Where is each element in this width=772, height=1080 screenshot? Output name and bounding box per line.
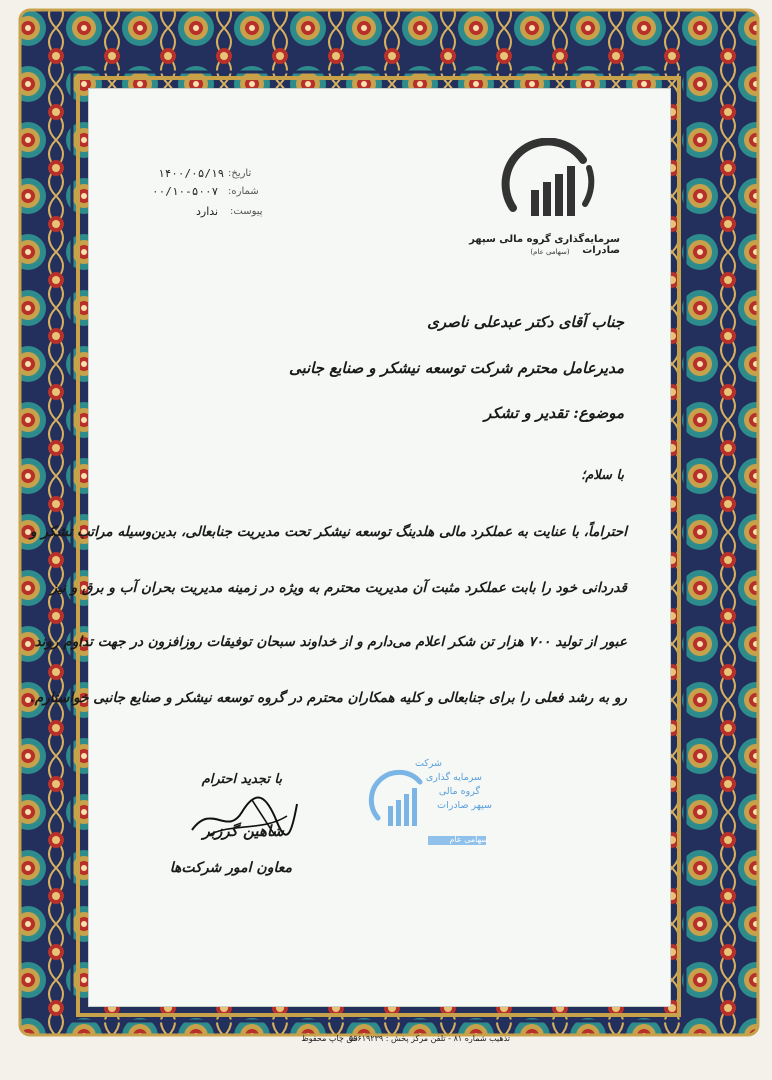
body-line: احتراماً، با عنایت به عملکرد مالی هلدینگ توسعه نیشکر تحت مدیریت جنابعالی، بدین‌وسیله مراتب تشکر و bbox=[30, 524, 627, 540]
print-info: تذهیب شماره ۸۱ - تلفن مرکز پخش : ۵۵۶۱۹۲۳۹ bbox=[348, 1034, 510, 1043]
signer-title: معاون امور شرکت‌ها bbox=[169, 860, 292, 876]
letter-subject: موضوع: تقدیر و تشکر bbox=[484, 404, 624, 422]
copyright-text: حق چاپ محفوظ bbox=[301, 1034, 358, 1043]
number-label: شماره: bbox=[228, 186, 259, 197]
number-value: ۰۰/۱۰-۵۰۰۷ bbox=[152, 185, 219, 198]
stamp-line: سرمایه گذاری bbox=[425, 772, 482, 783]
greeting: با سلام؛ bbox=[581, 468, 624, 483]
attachment-label: پیوست: bbox=[230, 206, 263, 217]
stamp-line: سهامی عام bbox=[449, 835, 488, 844]
recipient-name: جناب آقای دکتر عبدعلی ناصری bbox=[427, 313, 624, 331]
date-label: تاریخ: bbox=[228, 168, 252, 179]
body-line: قدردانی خود را بابت عملکرد مثبت آن مدیریت محترم به ویژه در زمینه مدیریت بحران آب و برق و نیز bbox=[50, 580, 627, 596]
signer-name: شاهین گرزبر bbox=[202, 822, 284, 840]
company-subtitle: (سهامی عام) bbox=[530, 248, 570, 256]
attachment-value: ندارد bbox=[196, 205, 219, 218]
stamp-line: سپهر صادرات bbox=[437, 800, 492, 811]
stamp-line: شرکت bbox=[414, 758, 442, 769]
company-logo bbox=[493, 138, 603, 228]
body-line: رو به رشد فعلی را برای جنابعالی و کلیه همکاران محترم در گروه توسعه نیشکر و صنایع جانبی خواستارم. bbox=[29, 690, 627, 706]
recipient-title: مدیرعامل محترم شرکت توسعه نیشکر و صنایع جانبی bbox=[288, 359, 624, 377]
company-name: سرمایه‌گذاری گروه مالی سپهر صادرات bbox=[469, 234, 620, 256]
stamp-line: گروه مالی bbox=[438, 786, 480, 797]
closing-text: با تجدید احترام bbox=[201, 772, 282, 787]
date-value: ۱۴۰۰/۰۵/۱۹ bbox=[158, 167, 225, 180]
body-line: عبور از تولید ۷۰۰ هزار تن شکر اعلام می‌دارم و از خداوند سبحان توفیقات روزافزون در جهت تداوم روند bbox=[34, 634, 627, 650]
